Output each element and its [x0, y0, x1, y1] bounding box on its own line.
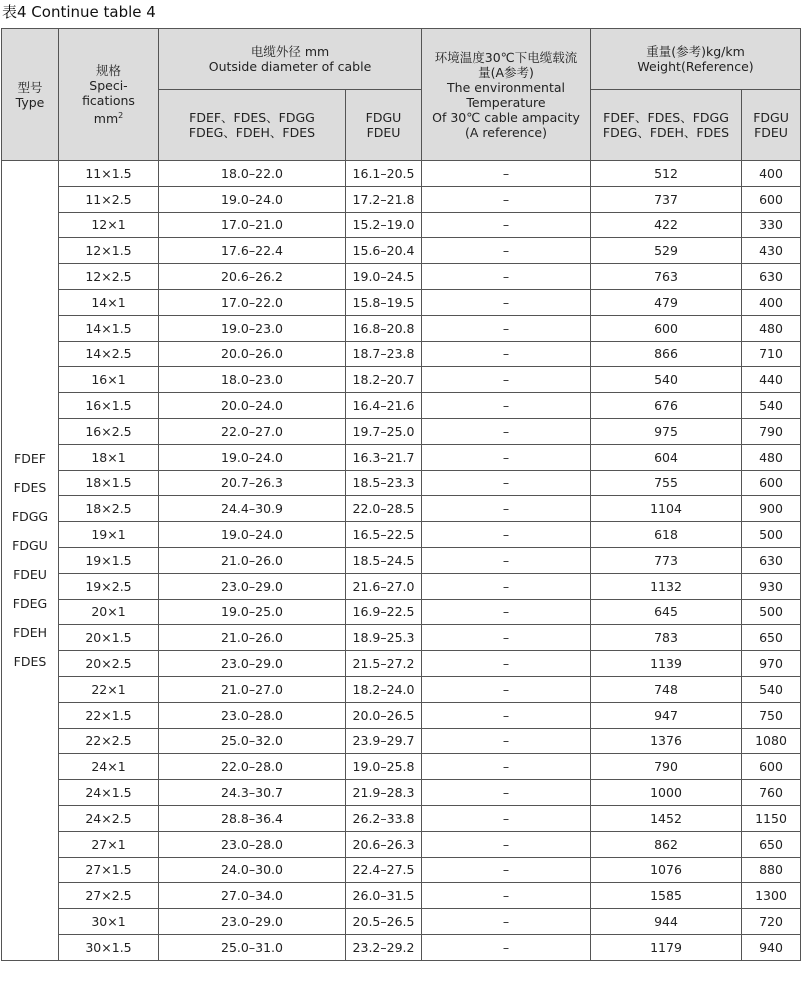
header-specifications: 规格 Speci- fications $mm^2$ [59, 29, 159, 161]
cell-od-group-1: 17.0–22.0 [159, 289, 346, 315]
cell-od-group-2: 26.0–31.5 [346, 883, 422, 909]
type-label: FDEG [12, 596, 48, 612]
header-outside-diameter: 电缆外径 mm Outside diameter of cable [159, 29, 422, 90]
cell-specification: 19×2.5 [59, 573, 159, 599]
cell-od-group-2: 15.8–19.5 [346, 289, 422, 315]
cell-weight-group-1: 645 [591, 599, 742, 625]
cell-od-group-2: 21.6–27.0 [346, 573, 422, 599]
cell-weight-group-1: 422 [591, 212, 742, 238]
cell-ampacity: – [422, 599, 591, 625]
cell-od-group-1: 24.3–30.7 [159, 780, 346, 806]
cell-weight-group-1: 783 [591, 625, 742, 651]
cell-od-group-2: 22.0–28.5 [346, 496, 422, 522]
cell-od-group-2: 20.6–26.3 [346, 831, 422, 857]
cell-od-group-1: 21.0–26.0 [159, 547, 346, 573]
cell-od-group-2: 19.0–25.8 [346, 754, 422, 780]
cell-od-group-2: 18.5–24.5 [346, 547, 422, 573]
cell-specification: 27×1 [59, 831, 159, 857]
cell-od-group-1: 23.0–29.0 [159, 651, 346, 677]
type-list [2, 444, 58, 676]
table-row [2, 161, 801, 187]
cell-specification: 12×1 [59, 212, 159, 238]
cell-weight-group-2: 970 [742, 651, 801, 677]
table-row [2, 547, 801, 573]
table-row [2, 315, 801, 341]
cell-weight-group-2: 650 [742, 831, 801, 857]
cell-weight-group-1: 1000 [591, 780, 742, 806]
cell-ampacity: – [422, 264, 591, 290]
cell-weight-group-2: 720 [742, 909, 801, 935]
header-spec-unit: $mm^2$ [93, 110, 124, 127]
cell-od-group-1: 24.0–30.0 [159, 857, 346, 883]
cell-od-group-1: 22.0–28.0 [159, 754, 346, 780]
table-row [2, 909, 801, 935]
cell-ampacity: – [422, 289, 591, 315]
cell-specification: 27×2.5 [59, 883, 159, 909]
cell-specification: 16×1.5 [59, 393, 159, 419]
cell-weight-group-1: 862 [591, 831, 742, 857]
table-row [2, 625, 801, 651]
table-row [2, 883, 801, 909]
cell-weight-group-1: 944 [591, 909, 742, 935]
cell-ampacity: – [422, 754, 591, 780]
cell-specification: 22×2.5 [59, 728, 159, 754]
cell-ampacity: – [422, 315, 591, 341]
cell-od-group-1: 19.0–24.0 [159, 522, 346, 548]
cell-weight-group-1: 1585 [591, 883, 742, 909]
cell-ampacity: – [422, 418, 591, 444]
table-row [2, 289, 801, 315]
cell-weight-group-2: 430 [742, 238, 801, 264]
cell-od-group-1: 22.0–27.0 [159, 418, 346, 444]
cell-weight-group-2: 1150 [742, 805, 801, 831]
cell-weight-group-2: 650 [742, 625, 801, 651]
cell-od-group-2: 21.5–27.2 [346, 651, 422, 677]
header-ampacity: 环境温度30℃下电缆载流 量(A参考) The environmental Temperature Of 30℃ cable ampacity (A reference) [422, 29, 591, 161]
cell-od-group-2: 16.5–22.5 [346, 522, 422, 548]
cell-od-group-2: 16.3–21.7 [346, 444, 422, 470]
cell-od-group-2: 16.8–20.8 [346, 315, 422, 341]
table-row [2, 444, 801, 470]
cell-od-group-1: 18.0–23.0 [159, 367, 346, 393]
table-row [2, 418, 801, 444]
cell-od-group-2: 18.5–23.3 [346, 470, 422, 496]
type-cell [2, 161, 59, 961]
cell-od-group-2: 20.5–26.5 [346, 909, 422, 935]
cell-weight-group-2: 1080 [742, 728, 801, 754]
cell-weight-group-1: 1452 [591, 805, 742, 831]
table-row [2, 238, 801, 264]
header-weight-group-1: FDEF、FDES、FDGG FDEG、FDEH、FDES [591, 90, 742, 161]
table-row [2, 186, 801, 212]
header-weight-group-2: FDGU FDEU [742, 90, 801, 161]
cell-specification: 24×2.5 [59, 805, 159, 831]
cell-ampacity: – [422, 625, 591, 651]
cell-weight-group-1: 763 [591, 264, 742, 290]
cell-weight-group-1: 947 [591, 702, 742, 728]
cell-weight-group-2: 1300 [742, 883, 801, 909]
cell-od-group-1: 19.0–23.0 [159, 315, 346, 341]
cell-weight-group-1: 540 [591, 367, 742, 393]
cell-weight-group-1: 479 [591, 289, 742, 315]
cell-od-group-2: 17.2–21.8 [346, 186, 422, 212]
cell-specification: 12×2.5 [59, 264, 159, 290]
cell-weight-group-1: 1139 [591, 651, 742, 677]
table-row [2, 393, 801, 419]
cell-specification: 19×1.5 [59, 547, 159, 573]
cell-specification: 24×1 [59, 754, 159, 780]
cell-od-group-2: 19.0–24.5 [346, 264, 422, 290]
cell-weight-group-1: 529 [591, 238, 742, 264]
cell-specification: 18×1.5 [59, 470, 159, 496]
cell-specification: 30×1.5 [59, 934, 159, 960]
cell-specification: 16×1 [59, 367, 159, 393]
table-row [2, 522, 801, 548]
cell-weight-group-2: 540 [742, 393, 801, 419]
cell-ampacity: – [422, 651, 591, 677]
cell-od-group-1: 25.0–31.0 [159, 934, 346, 960]
cell-weight-group-1: 618 [591, 522, 742, 548]
cell-specification: 20×1 [59, 599, 159, 625]
cell-ampacity: – [422, 470, 591, 496]
cell-od-group-2: 18.7–23.8 [346, 341, 422, 367]
cell-weight-group-1: 975 [591, 418, 742, 444]
cell-weight-group-2: 400 [742, 289, 801, 315]
cell-od-group-1: 19.0–24.0 [159, 186, 346, 212]
cell-od-group-2: 23.9–29.7 [346, 728, 422, 754]
cell-weight-group-1: 1179 [591, 934, 742, 960]
cell-specification: 27×1.5 [59, 857, 159, 883]
cell-ampacity: – [422, 522, 591, 548]
cell-specification: 22×1.5 [59, 702, 159, 728]
cell-weight-group-1: 676 [591, 393, 742, 419]
cell-od-group-1: 28.8–36.4 [159, 805, 346, 831]
cell-weight-group-1: 1132 [591, 573, 742, 599]
cell-od-group-1: 23.0–29.0 [159, 909, 346, 935]
cell-ampacity: – [422, 367, 591, 393]
cell-od-group-2: 23.2–29.2 [346, 934, 422, 960]
cell-ampacity: – [422, 805, 591, 831]
cell-ampacity: – [422, 547, 591, 573]
table-header [2, 29, 801, 161]
cell-ampacity: – [422, 444, 591, 470]
cell-specification: 18×2.5 [59, 496, 159, 522]
cell-ampacity: – [422, 883, 591, 909]
table-row [2, 341, 801, 367]
cell-specification: 20×2.5 [59, 651, 159, 677]
cell-od-group-1: 21.0–27.0 [159, 676, 346, 702]
cell-ampacity: – [422, 702, 591, 728]
cell-ampacity: – [422, 857, 591, 883]
cell-weight-group-2: 630 [742, 264, 801, 290]
table-row [2, 676, 801, 702]
cell-weight-group-2: 790 [742, 418, 801, 444]
cell-od-group-1: 23.0–28.0 [159, 702, 346, 728]
cell-od-group-1: 20.6–26.2 [159, 264, 346, 290]
cell-ampacity: – [422, 341, 591, 367]
cell-od-group-1: 18.0–22.0 [159, 161, 346, 187]
cell-weight-group-2: 480 [742, 444, 801, 470]
table-row [2, 934, 801, 960]
cell-specification: 30×1 [59, 909, 159, 935]
type-label: FDGG [11, 509, 49, 525]
table-row [2, 496, 801, 522]
type-label: FDEU [13, 567, 47, 583]
cell-specification: 19×1 [59, 522, 159, 548]
cell-od-group-1: 20.7–26.3 [159, 470, 346, 496]
cell-od-group-2: 21.9–28.3 [346, 780, 422, 806]
cell-od-group-2: 18.2–20.7 [346, 367, 422, 393]
cell-od-group-2: 15.6–20.4 [346, 238, 422, 264]
cell-ampacity: – [422, 934, 591, 960]
cell-weight-group-2: 930 [742, 573, 801, 599]
cell-specification: 20×1.5 [59, 625, 159, 651]
cell-weight-group-2: 400 [742, 161, 801, 187]
cell-weight-group-1: 512 [591, 161, 742, 187]
cell-od-group-1: 27.0–34.0 [159, 883, 346, 909]
cell-weight-group-2: 500 [742, 599, 801, 625]
cell-weight-group-2: 940 [742, 934, 801, 960]
type-label: FDES [13, 654, 47, 670]
cell-specification: 18×1 [59, 444, 159, 470]
cell-ampacity: – [422, 238, 591, 264]
type-label: FDEH [12, 625, 48, 641]
cell-weight-group-2: 880 [742, 857, 801, 883]
cell-specification: 14×1.5 [59, 315, 159, 341]
cell-ampacity: – [422, 212, 591, 238]
cell-od-group-2: 15.2–19.0 [346, 212, 422, 238]
table-row [2, 728, 801, 754]
table-body [2, 161, 801, 961]
cell-weight-group-2: 500 [742, 522, 801, 548]
cell-od-group-1: 23.0–28.0 [159, 831, 346, 857]
cell-weight-group-1: 773 [591, 547, 742, 573]
cell-ampacity: – [422, 780, 591, 806]
cell-od-group-2: 26.2–33.8 [346, 805, 422, 831]
cell-specification: 24×1.5 [59, 780, 159, 806]
cell-od-group-2: 19.7–25.0 [346, 418, 422, 444]
cell-specification: 11×1.5 [59, 161, 159, 187]
cell-od-group-1: 24.4–30.9 [159, 496, 346, 522]
cell-od-group-1: 19.0–24.0 [159, 444, 346, 470]
cell-od-group-1: 21.0–26.0 [159, 625, 346, 651]
header-weight: 重量(参考)kg/km Weight(Reference) [591, 29, 801, 90]
cell-ampacity: – [422, 161, 591, 187]
cell-od-group-2: 20.0–26.5 [346, 702, 422, 728]
cell-ampacity: – [422, 676, 591, 702]
table-row [2, 367, 801, 393]
table-row [2, 780, 801, 806]
cell-weight-group-2: 440 [742, 367, 801, 393]
cell-od-group-2: 18.2–24.0 [346, 676, 422, 702]
cell-weight-group-2: 760 [742, 780, 801, 806]
cell-weight-group-1: 1076 [591, 857, 742, 883]
cell-specification: 22×1 [59, 676, 159, 702]
cell-ampacity: – [422, 393, 591, 419]
table-caption: 表4 Continue table 4 [2, 3, 156, 21]
cell-specification: 14×2.5 [59, 341, 159, 367]
cell-weight-group-2: 600 [742, 186, 801, 212]
cell-od-group-2: 18.9–25.3 [346, 625, 422, 651]
cell-ampacity: – [422, 573, 591, 599]
cell-ampacity: – [422, 728, 591, 754]
cell-weight-group-1: 790 [591, 754, 742, 780]
cell-weight-group-2: 630 [742, 547, 801, 573]
cell-od-group-1: 20.0–26.0 [159, 341, 346, 367]
cell-weight-group-1: 600 [591, 315, 742, 341]
type-label: FDES [13, 480, 47, 496]
cell-weight-group-1: 1104 [591, 496, 742, 522]
cell-od-group-1: 23.0–29.0 [159, 573, 346, 599]
header-od-group-2: FDGU FDEU [346, 90, 422, 161]
table-row [2, 754, 801, 780]
table-row [2, 857, 801, 883]
cell-weight-group-1: 748 [591, 676, 742, 702]
cell-od-group-1: 20.0–24.0 [159, 393, 346, 419]
cell-weight-group-1: 737 [591, 186, 742, 212]
cell-weight-group-2: 480 [742, 315, 801, 341]
cell-od-group-1: 25.0–32.0 [159, 728, 346, 754]
cell-weight-group-2: 750 [742, 702, 801, 728]
table-row [2, 831, 801, 857]
cell-weight-group-1: 604 [591, 444, 742, 470]
cell-od-group-2: 22.4–27.5 [346, 857, 422, 883]
cell-od-group-1: 17.0–21.0 [159, 212, 346, 238]
cell-ampacity: – [422, 909, 591, 935]
cell-weight-group-2: 600 [742, 470, 801, 496]
table-row [2, 651, 801, 677]
cell-weight-group-2: 330 [742, 212, 801, 238]
table-row [2, 573, 801, 599]
cell-weight-group-2: 600 [742, 754, 801, 780]
cell-specification: 16×2.5 [59, 418, 159, 444]
cell-weight-group-1: 866 [591, 341, 742, 367]
table-row [2, 702, 801, 728]
cell-specification: 11×2.5 [59, 186, 159, 212]
table-row [2, 805, 801, 831]
cell-weight-group-1: 755 [591, 470, 742, 496]
cell-ampacity: – [422, 496, 591, 522]
cell-od-group-2: 16.4–21.6 [346, 393, 422, 419]
table-row [2, 212, 801, 238]
type-label: FDGU [12, 538, 48, 554]
cell-weight-group-1: 1376 [591, 728, 742, 754]
cell-od-group-2: 16.1–20.5 [346, 161, 422, 187]
table-row [2, 599, 801, 625]
header-type: 型号 Type [2, 29, 59, 161]
cell-weight-group-2: 540 [742, 676, 801, 702]
cell-specification: 12×1.5 [59, 238, 159, 264]
cell-od-group-2: 16.9–22.5 [346, 599, 422, 625]
cell-ampacity: – [422, 831, 591, 857]
table-row [2, 264, 801, 290]
table-row [2, 470, 801, 496]
cell-weight-group-2: 900 [742, 496, 801, 522]
cable-spec-table [1, 28, 801, 961]
cell-weight-group-2: 710 [742, 341, 801, 367]
cell-ampacity: – [422, 186, 591, 212]
cell-specification: 14×1 [59, 289, 159, 315]
header-od-group-1: FDEF、FDES、FDGG FDEG、FDEH、FDES [159, 90, 346, 161]
type-label: FDEF [14, 451, 46, 467]
cell-od-group-1: 19.0–25.0 [159, 599, 346, 625]
cell-od-group-1: 17.6–22.4 [159, 238, 346, 264]
